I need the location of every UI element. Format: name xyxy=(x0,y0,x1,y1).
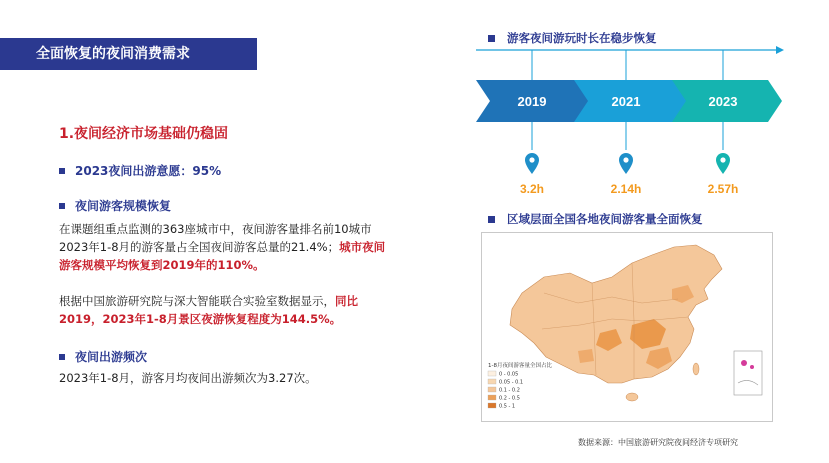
section-title: 1.夜间经济市场基础仍稳固 xyxy=(59,126,229,142)
para-highlight-line: 2019，2023年1-8月景区夜游恢复程度为144.5%。 xyxy=(59,312,342,326)
bullet-square-icon xyxy=(59,354,65,360)
bullet-scale-text: 夜间游客规模恢复 xyxy=(75,199,172,213)
map-legend-item: 0.5 - 1 xyxy=(499,403,516,410)
timeline-value-2023: 2.57h xyxy=(707,182,739,196)
bullet-frequency-text: 夜间出游频次 xyxy=(75,350,148,364)
map-legend-item: 0.2 - 0.5 xyxy=(499,395,520,402)
china-map-figure xyxy=(481,232,773,422)
map-pin-icon xyxy=(619,153,633,174)
china-map-image xyxy=(482,233,772,421)
para-highlight: 同比 xyxy=(335,294,358,308)
para-text: 根据中国旅游研究院与深大智能联合实验室数据显示， xyxy=(59,294,335,308)
paragraph-frequency: 2023年1-8月，游客月均夜间出游频次为3.27次。 xyxy=(59,371,317,385)
paragraph-scenic xyxy=(59,292,399,328)
map-inset-mark xyxy=(750,365,754,369)
timeline-arrow-icon xyxy=(776,46,784,54)
para-text: 2023年1-8月的游客量占全国夜间游客总量的21.4%； xyxy=(59,240,340,254)
map-inset-mark xyxy=(741,360,747,366)
bullet-scale xyxy=(59,197,171,214)
map-island xyxy=(693,363,699,375)
para-highlight: 城市夜间 xyxy=(339,240,386,254)
map-legend-title: 1-8月夜间游客量全国占比 xyxy=(488,363,552,369)
para-line: 在课题组重点监测的363座城市中，夜间游客量排名前10城市 xyxy=(59,222,372,236)
para-line xyxy=(59,238,399,256)
map-legend xyxy=(488,361,552,410)
map-island xyxy=(626,393,638,401)
para-line xyxy=(59,292,399,310)
paragraph-scale xyxy=(59,220,399,274)
map-region-dark xyxy=(578,349,594,363)
page-title: 全面恢复的夜间消费需求 xyxy=(36,46,190,62)
timeline-graphic xyxy=(476,40,786,200)
map-legend-item: 0.05 - 0.1 xyxy=(499,379,524,386)
bullet-willingness xyxy=(59,162,221,179)
map-title xyxy=(488,211,703,227)
data-source-note: 数据来源：中国旅游研究院夜间经济专项研究 xyxy=(578,438,738,447)
bullet-frequency xyxy=(59,348,147,365)
map-title-text: 区域层面全国各地夜间游客量全面恢复 xyxy=(507,212,703,226)
map-pin-icon xyxy=(525,153,539,174)
bullet-willingness-text: 2023夜间出游意愿：95% xyxy=(75,164,222,178)
para-highlight-line: 游客规模平均恢复到2019年的110%。 xyxy=(59,258,265,272)
timeline-year-2019: 2019 xyxy=(517,94,547,109)
timeline-value-2021: 2.14h xyxy=(610,182,642,196)
timeline-year-2023: 2023 xyxy=(708,94,738,109)
bullet-square-icon xyxy=(488,216,495,223)
map-legend-item: 0.1 - 0.2 xyxy=(499,387,520,394)
timeline-value-2019: 3.2h xyxy=(519,182,545,196)
bullet-square-icon xyxy=(59,168,65,174)
bullet-square-icon xyxy=(59,203,65,209)
timeline-title-text: 游客夜间游玩时长在稳步恢复 xyxy=(507,31,657,45)
page-title-bar xyxy=(0,38,257,70)
map-legend-item: 0 - 0.05 xyxy=(499,371,519,378)
map-inset-box xyxy=(734,351,762,395)
timeline-year-2021: 2021 xyxy=(611,94,641,109)
map-pin-icon xyxy=(716,153,730,174)
